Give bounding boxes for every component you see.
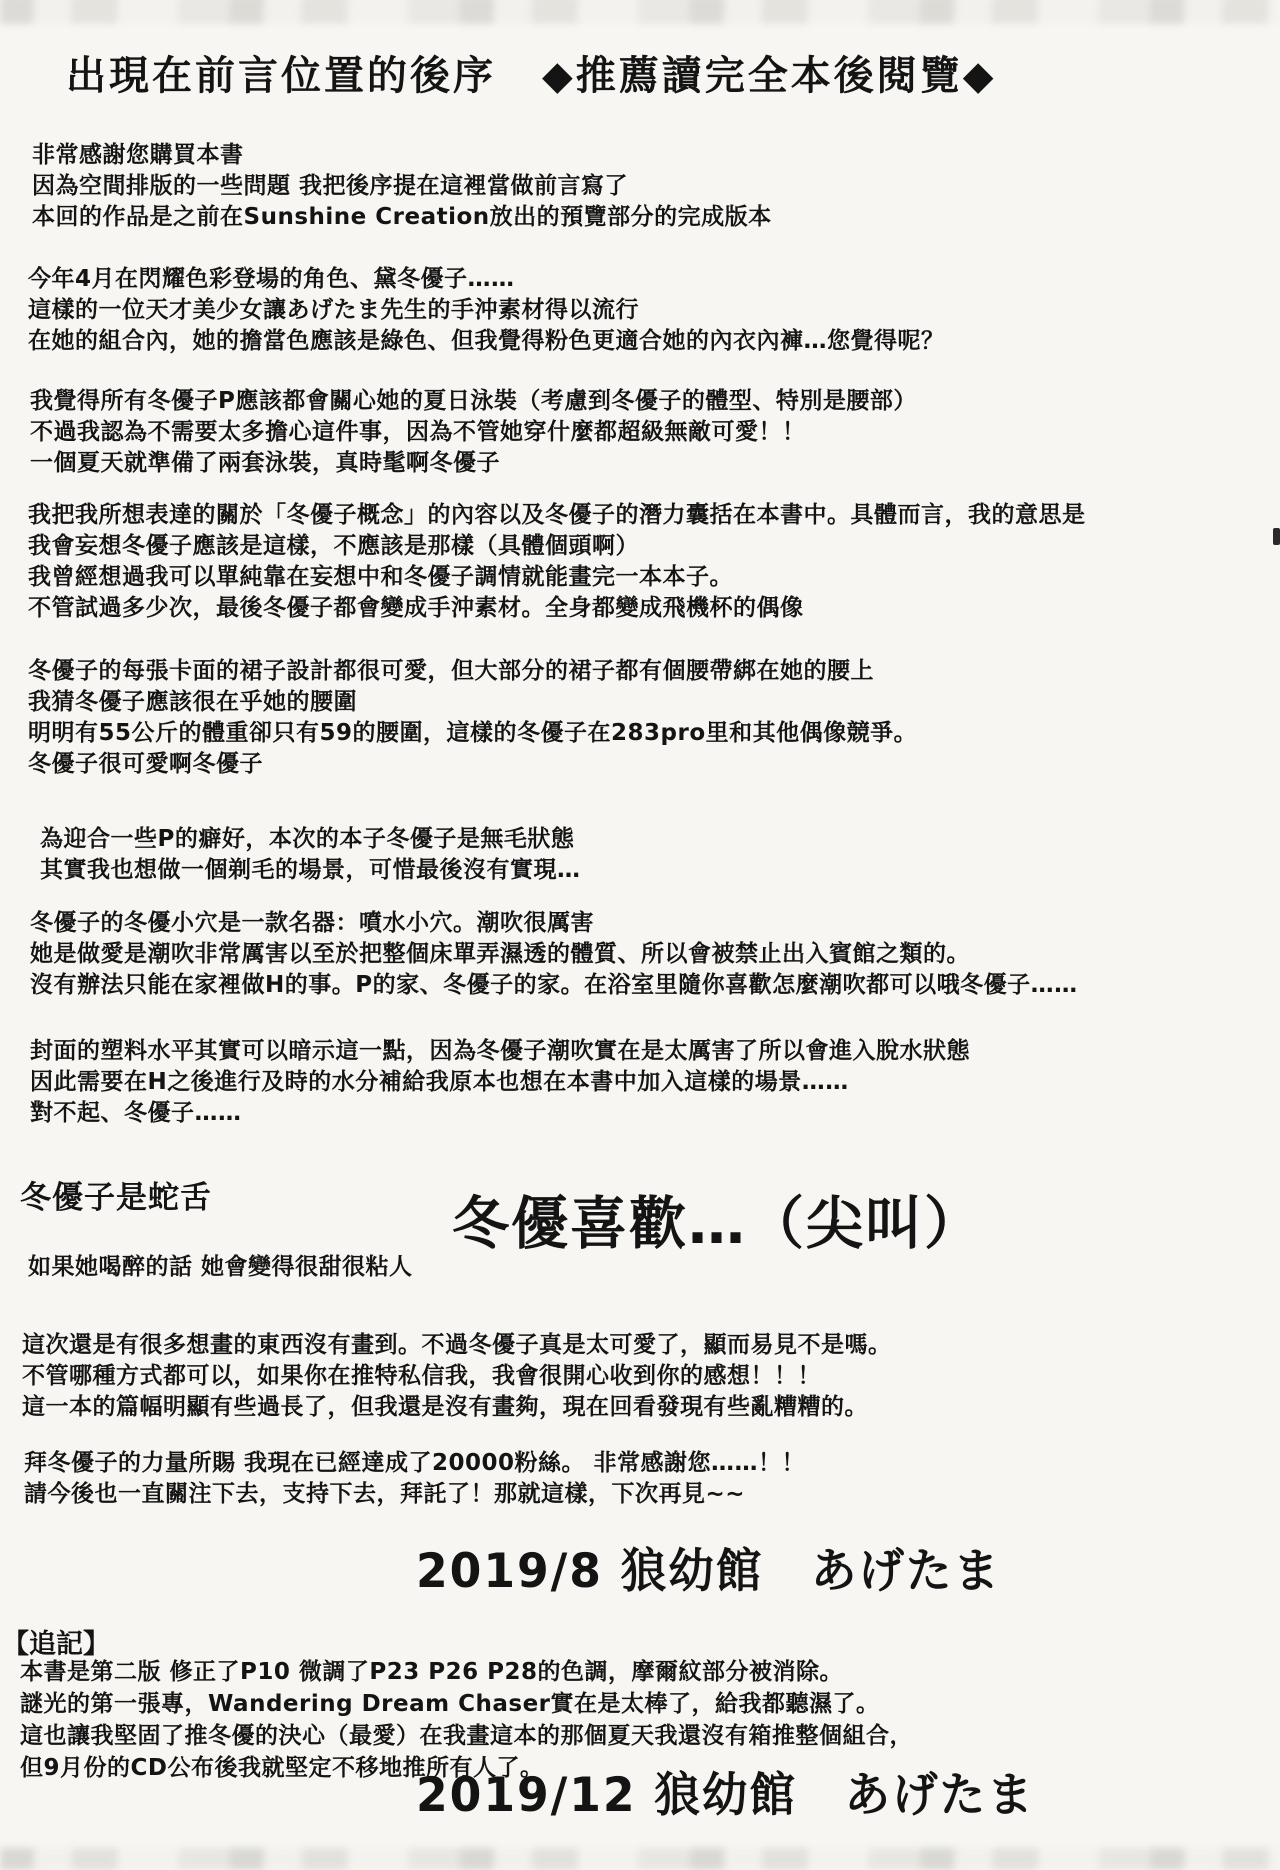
text-line: 因此需要在H之後進行及時的水分補給我原本也想在本書中加入這樣的場景…… [30, 1069, 849, 1095]
paragraph [28, 264, 945, 357]
text-line: 在她的組合內，她的擔當色應該是綠色、但我覺得粉色更適合她的內衣內褲…您覺得呢？ [28, 328, 945, 354]
text-line: 我曾經想過我可以單純靠在妄想中和冬優子調情就能畫完一本本子。 [28, 564, 733, 590]
text-line: 一個夏天就準備了兩套泳裝，真時髦啊冬優子 [30, 450, 500, 476]
text-line: 因為空間排版的一些問題 我把後序提在這裡當做前言寫了 [32, 173, 629, 199]
text-line: 沒有辦法只能在家裡做H的事。P的家、冬優子的家。在浴室里隨你喜歡怎麼潮吹都可以哦冬優子…… [30, 972, 1078, 998]
paragraph [22, 1330, 892, 1423]
text-line: 她是做愛是潮吹非常厲害以至於把整個床單弄濕透的體質、所以會被禁止出入賓館之類的。 [30, 941, 970, 967]
text-line: 這一本的篇幅明顯有些過長了，但我還是沒有畫夠，現在回看發現有些亂糟糟的。 [22, 1394, 868, 1420]
text-line: 我把我所想表達的關於「冬優子概念」的內容以及冬優子的潛力囊括在本書中。具體而言，我的意思是 [28, 502, 1086, 528]
text-line: 但9月份的CD公布後我就堅定不移地推所有人了。 [20, 1755, 544, 1781]
text-line: 本書是第二版 修正了P10 微調了P23 P26 P28的色調，摩爾紋部分被消除。 [20, 1659, 843, 1685]
page-title [66, 44, 997, 101]
scan-artifact-bottom [0, 1848, 1280, 1870]
paragraph [30, 386, 917, 479]
scan-speck [1273, 528, 1280, 545]
text-line: 這也讓我堅固了推冬優的決心（最愛）在我畫這本的那個夏天我還沒有箱推整個組合， [20, 1723, 913, 1749]
paragraph [40, 824, 581, 886]
section-heading-snake-tongue: 冬優子是蛇舌 [20, 1180, 212, 1216]
text-line: 我會妄想冬優子應該是這樣，不應該是那樣（具體個頭啊） [28, 533, 639, 559]
scan-artifact-top [0, 0, 1280, 24]
page-title-main: 出現在前言位置的後序 [66, 53, 496, 99]
paragraph [30, 1036, 970, 1129]
text-line: 為迎合一些P的癖好，本次的本子冬優子是無毛狀態 [40, 826, 575, 852]
paragraph [28, 500, 1086, 624]
paragraph [30, 908, 1078, 1001]
text-line: 不管試過多少次，最後冬優子都會變成手沖素材。全身都變成飛機杯的偶像 [28, 595, 804, 621]
big-exclamation-text: 冬優喜歡…（尖叫） [452, 1191, 983, 1257]
text-line: 這樣的一位天才美少女讓あげたま先生的手沖素材得以流行 [28, 297, 639, 323]
text-line: 今年4月在閃耀色彩登場的角色、黛冬優子…… [28, 266, 515, 292]
paragraph [32, 140, 772, 233]
text-line: 我覺得所有冬優子P應該都會關心她的夏日泳裝（考慮到冬優子的體型、特別是腰部） [30, 388, 917, 414]
text-line: 本回的作品是之前在Sunshine Creation放出的預覽部分的完成版本 [32, 204, 772, 230]
text-line: 非常感謝您購買本書 [32, 142, 244, 168]
text-line: 我猜冬優子應該很在乎她的腰圍 [28, 689, 357, 715]
text-line: 對不起、冬優子…… [30, 1100, 242, 1126]
text-line: 封面的塑料水平其實可以暗示這一點，因為冬優子潮吹實在是太厲害了所以會進入脫水狀態 [30, 1038, 970, 1064]
text-line: 不過我認為不需要太多擔心這件事，因為不管她穿什麼都超級無敵可愛！！ [30, 419, 806, 445]
signature-2019-12: 2019/12 狼幼館 あげたま [416, 1768, 1035, 1823]
drunk-note-line: 如果她喝醉的話 她會變得很甜很粘人 [28, 1254, 413, 1280]
text-line: 冬優子的每張卡面的裙子設計都很可愛，但大部分的裙子都有個腰帶綁在她的腰上 [28, 658, 874, 684]
postscript-header: 【追記】 [2, 1629, 110, 1660]
text-line: 其實我也想做一個剃毛的場景，可惜最後沒有實現… [40, 857, 581, 883]
text-line: 明明有55公斤的體重卻只有59的腰圍，這樣的冬優子在283pro里和其他偶像競爭。 [28, 720, 918, 746]
signature-2019-8: 2019/8 狼幼館 あげたま [416, 1544, 1001, 1599]
paragraph [24, 1448, 805, 1510]
text-line: 冬優子的冬優小穴是一款名器：噴水小穴。潮吹很厲害 [30, 910, 594, 936]
paragraph [28, 656, 917, 780]
text-line: 這次還是有很多想畫的東西沒有畫到。不過冬優子真是太可愛了，顯而易見不是嗎。 [22, 1332, 892, 1358]
text-line: 請今後也一直關注下去，支持下去，拜託了！那就這樣，下次再見~~ [24, 1481, 746, 1507]
text-line: 冬優子很可愛啊冬優子 [28, 751, 263, 777]
text-line: 不管哪種方式都可以，如果你在推特私信我，我會很開心收到你的感想！！！ [22, 1363, 821, 1389]
text-line: 謎光的第一張專，Wandering Dream Chaser實在是太棒了，給我都聽濕了。 [20, 1691, 880, 1717]
page-title-note: ◆推薦讀完全本後閱覽◆ [542, 53, 997, 99]
text-line: 拜冬優子的力量所賜 我現在已經達成了20000粉絲。 非常感謝您……！！ [24, 1450, 806, 1476]
